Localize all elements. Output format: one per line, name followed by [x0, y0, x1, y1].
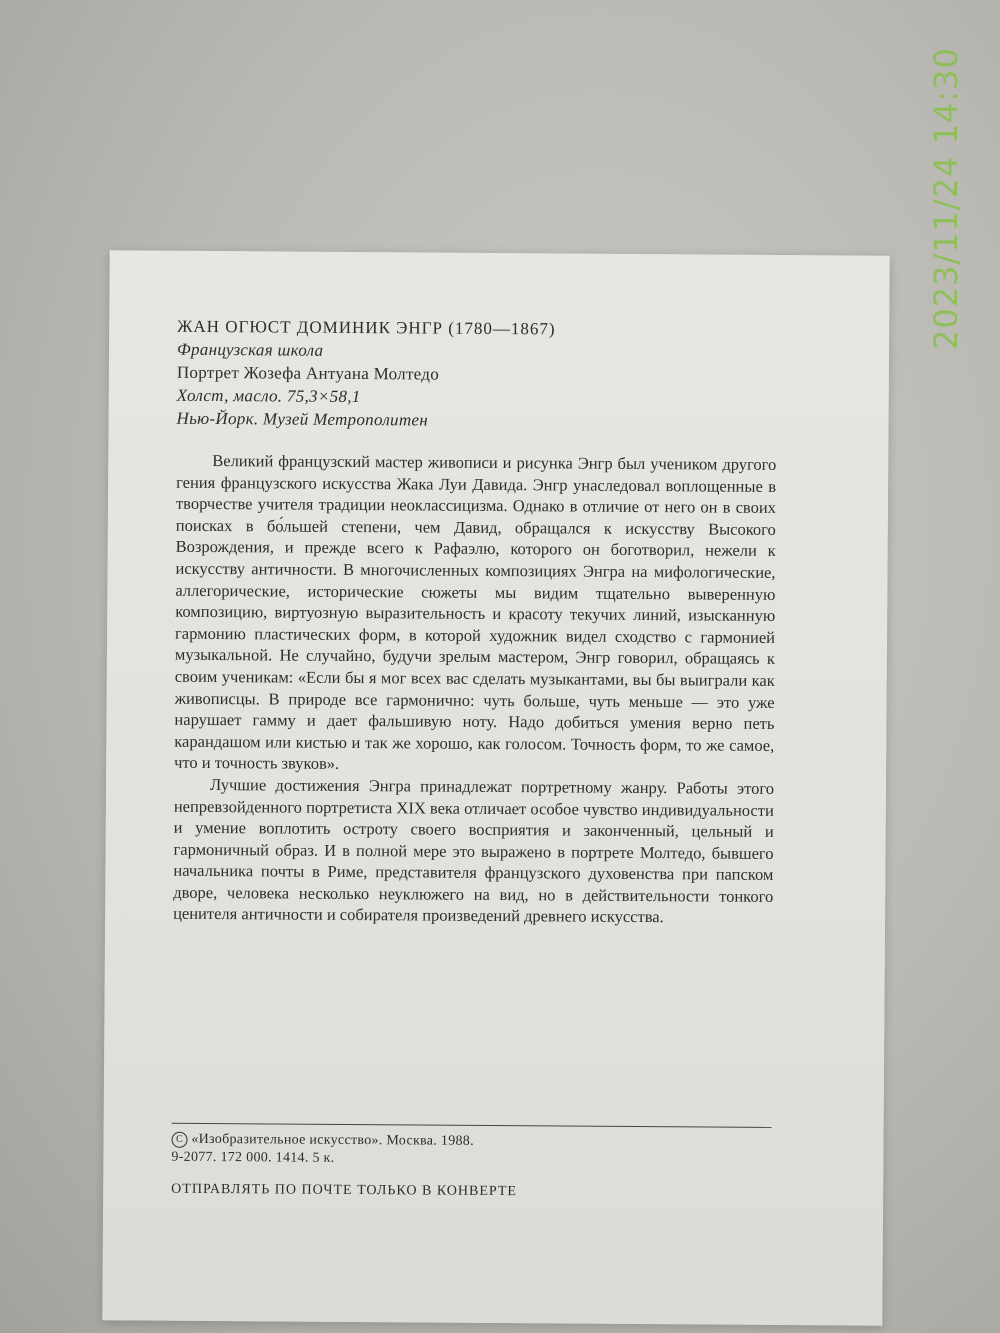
work-title: Портрет Жозефа Антуана Молтедо	[176, 362, 440, 384]
medium-line: Холст, масло. 75,3×58,1	[176, 385, 361, 407]
postcard	[102, 250, 889, 1325]
copyright-icon: C	[171, 1132, 187, 1148]
artist-years: (1780—1867)	[448, 318, 556, 339]
card-content	[173, 315, 777, 929]
paragraph-2: Лучшие достижения Энгра принадлежат портретному жанру. Работы этого непревзойденного портретиста XIX века отличает особое чувство индивидуальности и умение воплотить остроту своего восприятия и законченный, цельный и гармоничный образ. И в полной мере это выражено в портрете Молтедо, бывшего начальника почты в Риме, представителя французского духовенства при папском дворе, человека несколько неуклюжего на вид, но в действительности тонкого ценителя античности и собирателя произведений древнего искусства.	[173, 774, 775, 927]
print-code: 9-2077. 172 000. 1414. 5 к.	[171, 1149, 335, 1166]
photo-timestamp: 2023/11/24 14:30	[927, 47, 965, 350]
school-line: Французская школа	[176, 339, 324, 360]
footer-divider	[172, 1123, 772, 1128]
description-text	[173, 450, 776, 929]
artist-name: ЖАН ОГЮСТ ДОМИНИК ЭНГР	[177, 316, 444, 338]
paragraph-1: Великий французский мастер живописи и рисунка Энгр был учеником другого гения французского искусства Жака Луи Давида. Энгр унаследовал воплощенные в творчестве учителя традиции неоклассицизма. Однако в отличие от него он в своих поисках в бо́льшей степени, чем Давид, обращался к искусству Высокого Возрождения, и прежде всего к Рафаэлю, которого он боготворил, нежели к искусству античности. В многочисленных композициях Энгра на мифологические, аллегорические, исторические сюжеты мы видим тщательно выверенную композицию, виртуозную выразительность и красоту текучих линий, изысканную гармонию пластических форм, в которой художник видел сходство с гармонией музыкальной. Не случайно, будучи зрелым мастером, Энгр говорил, обращаясь к своим ученикам: «Если бы я мог всех вас сделать музыкантами, вы бы выиграли как живописцы. В природе все гармонично: чуть больше, чуть меньше — это уже нарушает гамму и дает фальшивую ноту. Надо добиться умения верно петь карандашом или кистью и так же хорошо, как голосом. Точность форм, то же самое, что и точность звуков».	[174, 451, 777, 774]
publisher-text: «Изобразительное искусство». Москва. 1988.	[191, 1131, 474, 1149]
location-line: Нью-Йорк. Музей Метрополитен	[176, 408, 429, 430]
imprint	[171, 1131, 771, 1203]
mail-notice: ОТПРАВЛЯТЬ ПО ПОЧТЕ ТОЛЬКО В КОНВЕРТЕ	[171, 1181, 518, 1200]
